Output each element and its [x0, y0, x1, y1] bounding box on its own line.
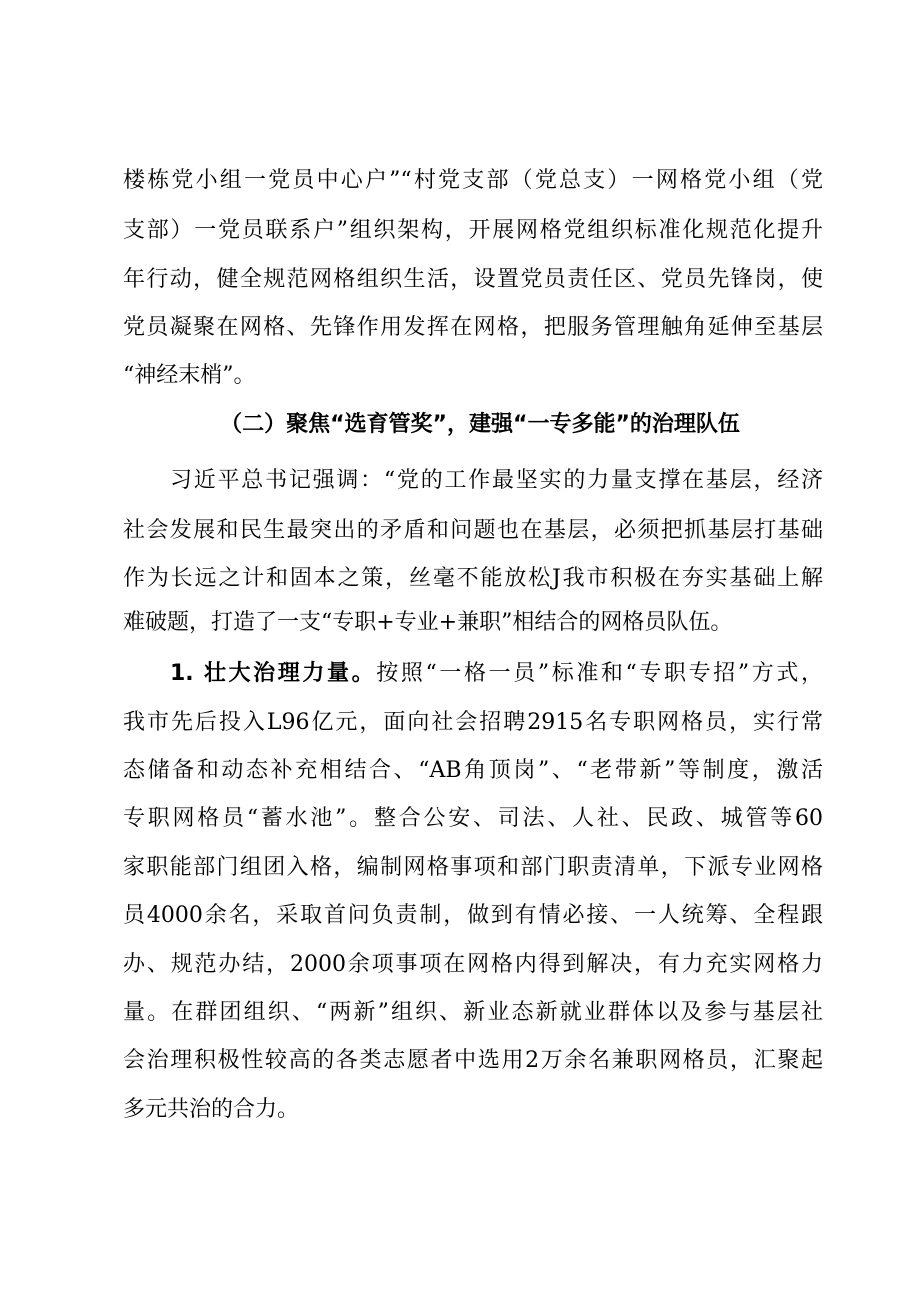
paragraph-line: 楼栋党小组一党员中心户”“村党支部（党总支）一网格党小组（党 [123, 168, 823, 193]
paragraph-first-line [170, 661, 823, 687]
paragraph-text: 按照“一格一员”标准和“专职专招”方式， [376, 661, 823, 686]
paragraph-line: 办、规范办结，2000余项事项在网格内得到解决，有力充实网格力 [123, 952, 823, 977]
paragraph-line: 难破题，打造了一支“专职+专业+兼职”相结合的网格员队伍。 [123, 610, 733, 635]
paragraph-line: 习近平总书记强调：“党的工作最坚实的力量支撑在基层，经济 [170, 468, 823, 493]
paragraph-line: 员4000余名，采取首问负责制，做到有情必接、一人统筹、全程跟 [123, 903, 823, 928]
section-heading: （二）聚焦“选育管奖”，建强“一专多能”的治理队伍 [220, 412, 740, 437]
subsection-title: 1. 壮大治理力量。 [170, 661, 377, 686]
paragraph-line: 支部）一党员联系户”组织架构，开展网格党组织标准化规范化提升 [123, 218, 823, 243]
paragraph-line: 会治理积极性较高的各类志愿者中选用2万余名兼职网格员，汇聚起 [123, 1048, 823, 1073]
paragraph-line: 态储备和动态补充相结合、“AB角顶岗”、“老带新”等制度，激活 [123, 758, 823, 783]
paragraph-line: 家职能部门组团入格，编制网格事项和部门职责清单，下派专业网格 [123, 855, 823, 880]
paragraph-line: “神经末梢”。 [123, 363, 256, 388]
paragraph-line: 社会发展和民生最突出的矛盾和问题也在基层，必须把抓基层打基础 [123, 518, 823, 543]
paragraph-line: 我市先后投入L96亿元，面向社会招聘2915名专职网格员，实行常 [123, 710, 823, 735]
paragraph-line: 专职网格员“蓄水池”。整合公安、司法、人社、民政、城管等60 [123, 806, 823, 831]
paragraph-line: 年行动，健全规范网格组织生活，设置党员责任区、党员先锋岗，使 [123, 267, 823, 292]
paragraph-line: 多元共治的合力。 [123, 1097, 300, 1122]
paragraph-line: 量。在群团组织、“两新”组织、新业态新就业群体以及参与基层社 [123, 1000, 823, 1025]
paragraph-line: 作为长远之计和固本之策，丝毫不能放松J我市积极在夯实基础上解 [123, 566, 823, 591]
paragraph-line: 党员凝聚在网格、先锋作用发挥在网格，把服务管理触角延伸至基层 [123, 315, 823, 340]
